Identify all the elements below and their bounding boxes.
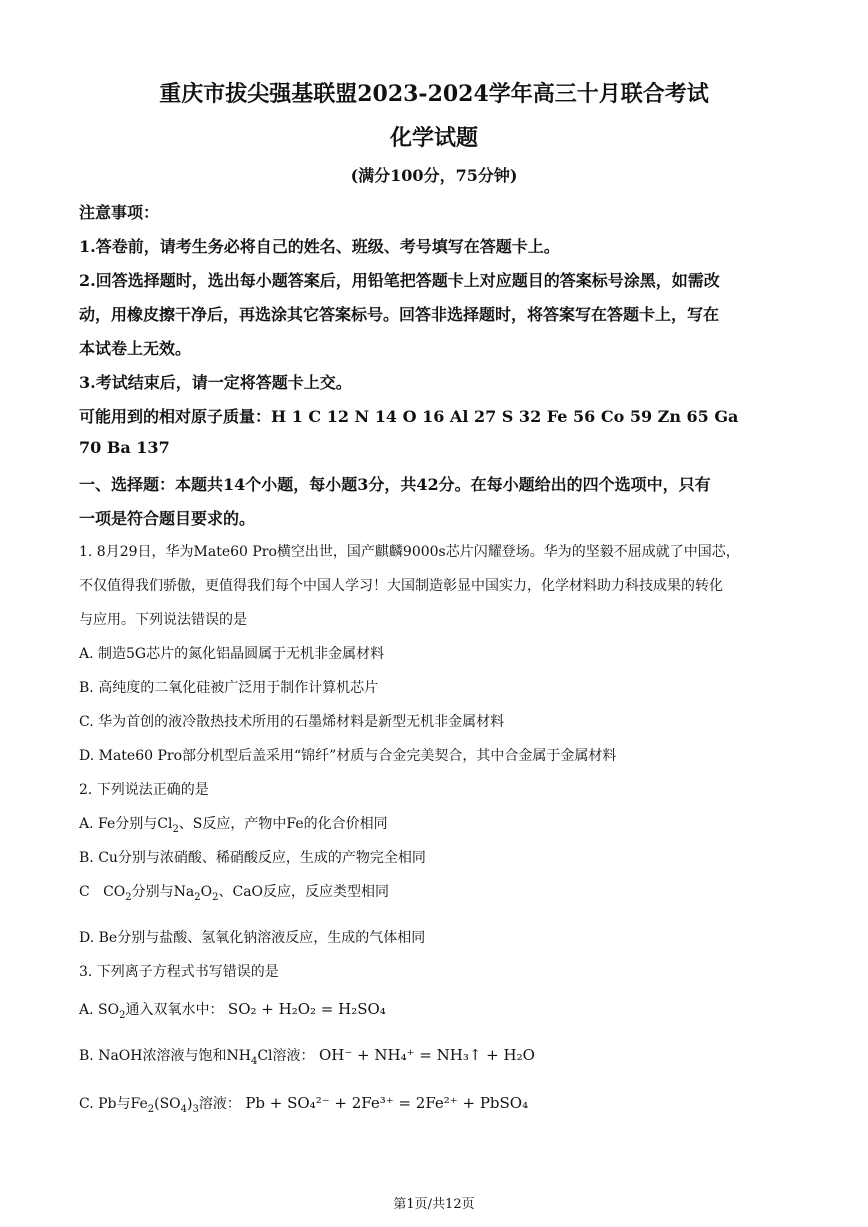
section-heading-cont: 一项是符合题目要求的。 xyxy=(79,509,256,528)
exam-meta: (满分100分，75分钟) xyxy=(350,166,518,185)
q1-option-d: D. Mate60 Pro部分机型后盖采用“锦纤”材质与合金完美契合，其中合金属于金属材料 xyxy=(79,748,617,764)
q2-option-b: B. Cu分别与浓硝酸、稀硝酸反应，生成的产物完全相同 xyxy=(79,850,426,866)
notice-item: 本试卷上无效。 xyxy=(79,339,192,358)
notice-item: 动，用橡皮擦干净后，再选涂其它答案标号。回答非选择题时，将答案写在答题卡上，写在 xyxy=(79,305,720,324)
q1-stem: 与应用。下列说法错误的是 xyxy=(79,612,247,628)
q3-stem: 3. 下列离子方程式书写错误的是 xyxy=(79,964,279,980)
q2-option-c: C $CO_2$分别与$Na_2O_2$、CaO反应，反应类型相同 xyxy=(79,884,390,903)
subject-title: 化学试题 xyxy=(389,125,478,151)
q1-stem: 1. 8月29日，华为Mate60 Pro横空出世，国产麒麟9000s芯片闪耀登场。华为的坚毅不屈成就了中国芯， xyxy=(79,544,740,560)
notice-item: 3.考试结束后，请一定将答题卡上交。 xyxy=(79,373,352,392)
q2-option-d: D. Be分别与盐酸、氢氧化钠溶液反应，生成的气体相同 xyxy=(79,930,426,946)
atomic-masses: 可能用到的相对原子质量：H 1 C 12 N 14 O 16 Al 27 S 32 Fe 56 Co 59 Zn 65 Ga xyxy=(79,407,739,426)
q3-option-c: C. Pb与$Fe_2(SO_4)_3$溶液： Pb + SO₄²⁻ + 2Fe³⁺ = 2Fe²⁺ + PbSO₄ xyxy=(79,1094,529,1115)
q2-stem: 2. 下列说法正确的是 xyxy=(79,782,209,798)
equation: OH⁻ + NH₄⁺ = NH₃↑ + H₂O xyxy=(318,1046,535,1064)
q3-option-b: B. NaOH浓溶液与饱和$NH_4Cl$溶液： OH⁻ + NH₄⁺ = NH₃↑ + H₂O xyxy=(79,1046,535,1067)
page-footer: 第1页/共12页 xyxy=(393,1197,475,1212)
q2-option-a: A. Fe分别与$Cl_2$、S反应，产物中Fe的化合价相同 xyxy=(79,816,388,835)
equation: Pb + SO₄²⁻ + 2Fe³⁺ = 2Fe²⁺ + PbSO₄ xyxy=(245,1094,529,1112)
equation: SO₂ + H₂O₂ = H₂SO₄ xyxy=(227,1000,386,1018)
section-heading: 一、选择题：本题共14个小题，每小题3分，共42分。在每小题给出的四个选项中，只有 xyxy=(79,475,711,494)
notice-item: 2.回答选择题时，选出每小题答案后，用铅笔把答题卡上对应题目的答案标号涂黑，如需改 xyxy=(79,271,720,290)
q1-option-c: C. 华为首创的液冷散热技术所用的石墨烯材料是新型无机非金属材料 xyxy=(79,714,505,730)
notice-item: 1.答卷前，请考生务必将自己的姓名、班级、考号填写在答题卡上。 xyxy=(79,237,560,256)
exam-title: 重庆市拔尖强基联盟2023-2024学年高三十月联合考试 xyxy=(159,81,709,107)
atomic-masses-cont: 70 Ba 137 xyxy=(79,438,170,457)
q3-option-a: A. $SO_2$通入双氧水中： SO₂ + H₂O₂ = H₂SO₄ xyxy=(79,1000,386,1021)
q1-option-b: B. 高纯度的二氧化硅被广泛用于制作计算机芯片 xyxy=(79,680,379,696)
q1-stem: 不仅值得我们骄傲，更值得我们每个中国人学习！大国制造彰显中国实力，化学材料助力科技成果的转化 xyxy=(79,578,723,594)
q1-option-a: A. 制造5G芯片的氮化铝晶圆属于无机非金属材料 xyxy=(79,646,385,662)
notice-heading: 注意事项： xyxy=(79,203,160,222)
